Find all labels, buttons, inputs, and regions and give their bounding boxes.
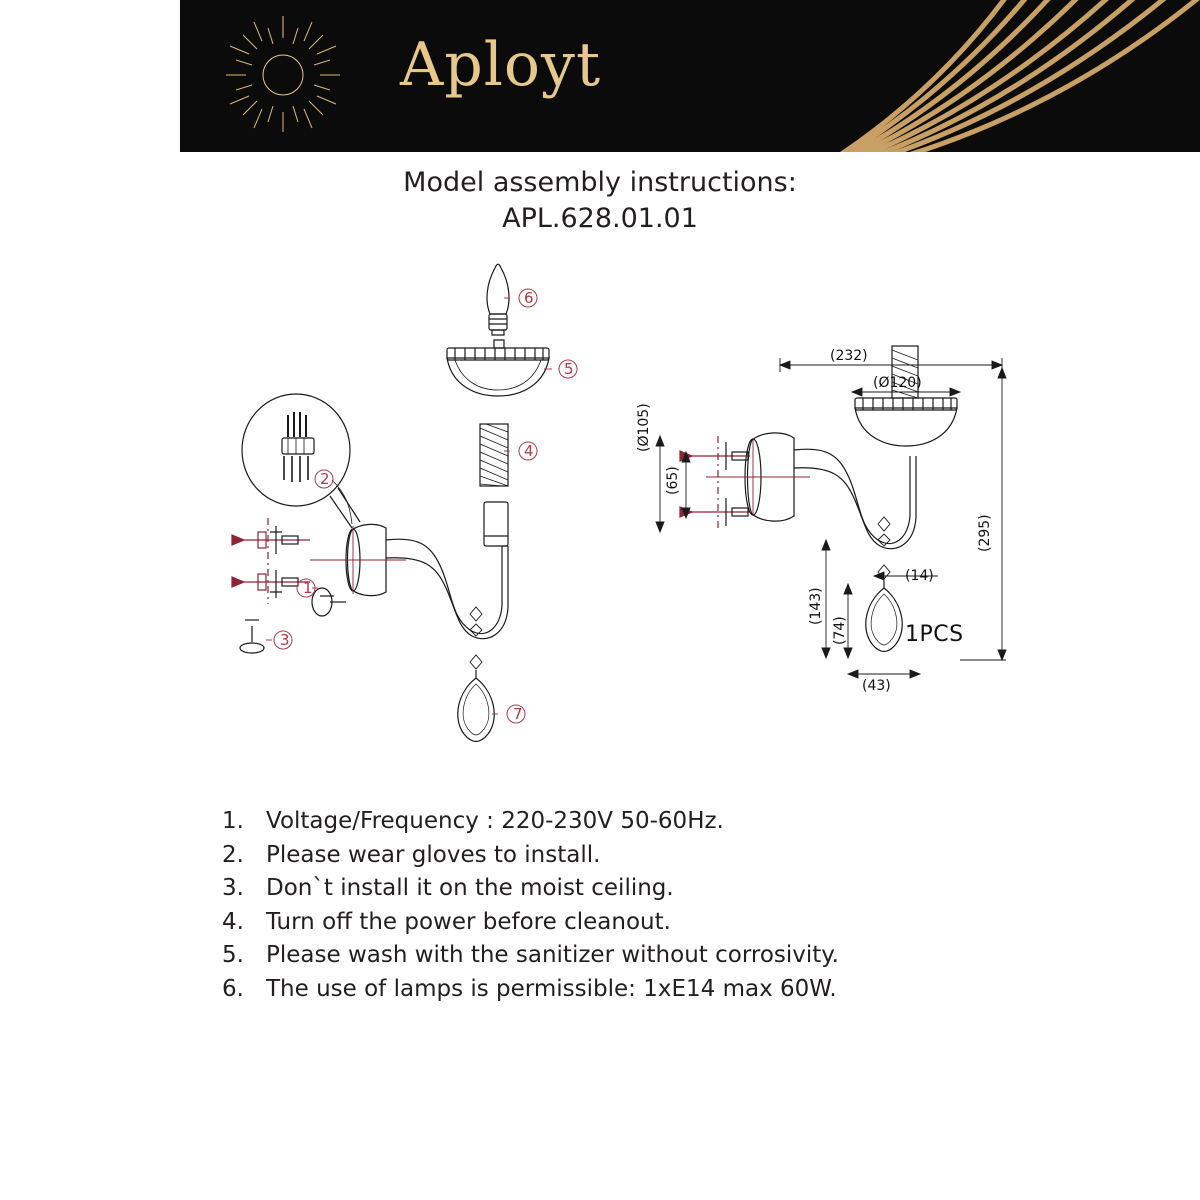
mounting-plate-left bbox=[270, 526, 298, 598]
callout-label-3: 3 bbox=[280, 631, 290, 649]
instructions-title: Model assembly instructions: bbox=[403, 167, 797, 198]
callout-label-7: 7 bbox=[513, 705, 523, 723]
callout-label-4: 4 bbox=[524, 442, 534, 460]
mounting-hardware-right bbox=[680, 436, 750, 532]
list-item bbox=[222, 839, 1122, 873]
list-item bbox=[222, 872, 1122, 906]
socket-cup-part bbox=[484, 502, 508, 546]
note-text: Please wash with the sanitizer without corrosivity. bbox=[266, 942, 839, 968]
dimension-overall-width: (232) bbox=[830, 348, 868, 364]
screwdriver-icon bbox=[312, 588, 346, 616]
callout-label-2: 2 bbox=[320, 470, 330, 488]
quantity-label: 1PCS bbox=[905, 622, 964, 647]
note-text: Don`t install it on the moist ceiling. bbox=[266, 875, 674, 901]
fan-rays-icon bbox=[780, 0, 1200, 152]
note-number: 3. bbox=[222, 875, 244, 901]
dimension-overall-height: (295) bbox=[977, 514, 993, 552]
bulb-part bbox=[487, 264, 509, 335]
brand-banner bbox=[180, 0, 1200, 152]
list-item bbox=[222, 906, 1122, 940]
note-number: 2. bbox=[222, 841, 244, 868]
model-code: APL.628.01.01 bbox=[502, 203, 698, 234]
wiring-detail-magnifier bbox=[242, 394, 360, 528]
note-text: The use of lamps is permissible: 1xE14 max 60W. bbox=[266, 975, 837, 1002]
brand-name: Aployt bbox=[400, 30, 602, 100]
note-number: 6. bbox=[222, 975, 244, 1002]
page-title bbox=[0, 165, 1200, 237]
callout-label-6: 6 bbox=[524, 289, 534, 307]
screw-icon bbox=[240, 620, 264, 653]
note-number: 4. bbox=[222, 908, 244, 935]
mounting-hardware-left bbox=[232, 518, 310, 604]
callout-label-1: 1 bbox=[303, 579, 313, 597]
list-item bbox=[222, 973, 1122, 1007]
dimension-drop-height: (143) bbox=[808, 587, 824, 625]
dimension-mount-spacing: (65) bbox=[665, 466, 681, 495]
dimension-projection: (43) bbox=[862, 678, 891, 694]
sunburst-logo-icon bbox=[218, 10, 348, 140]
instruction-notes bbox=[222, 805, 1122, 1006]
list-item bbox=[222, 805, 1122, 839]
dimension-backplate-diameter: (Ø105) bbox=[636, 403, 652, 452]
pendant-drop-part bbox=[458, 655, 494, 742]
callout-label-5: 5 bbox=[564, 360, 574, 378]
dimension-shade-diameter: (Ø120) bbox=[873, 375, 922, 391]
note-text: Voltage/Frequency : 220-230V 50-60Hz. bbox=[266, 808, 724, 834]
dimension-pendant-drop: (74) bbox=[832, 616, 848, 645]
shade-part bbox=[447, 340, 549, 396]
twisted-column-part bbox=[480, 424, 508, 486]
assembly-diagram bbox=[0, 240, 1200, 780]
list-item bbox=[222, 939, 1122, 973]
note-text: Please wear gloves to install. bbox=[266, 841, 601, 868]
note-text: Turn off the power before cleanout. bbox=[266, 908, 671, 935]
note-number: 5. bbox=[222, 942, 244, 968]
note-number: 1. bbox=[222, 808, 244, 834]
dimension-crystal-width: (14) bbox=[905, 568, 934, 584]
